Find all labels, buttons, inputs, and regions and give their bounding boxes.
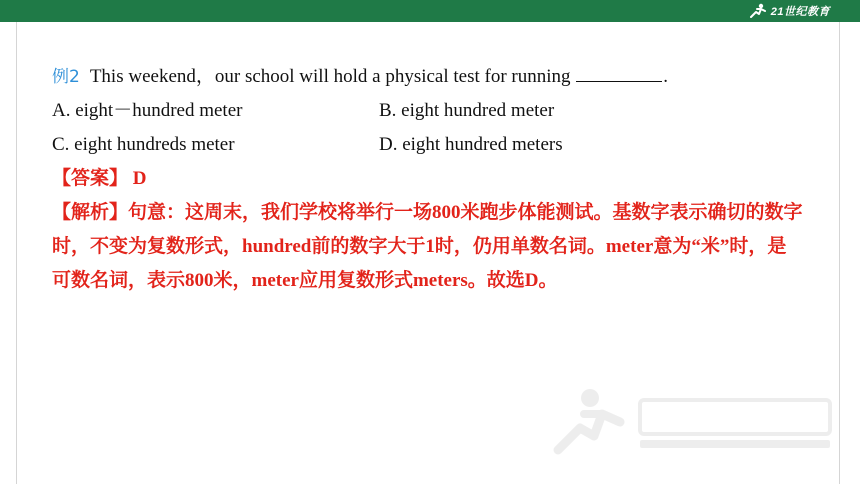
brand-logo [748,2,830,20]
exercise-content [52,60,812,298]
option-b: B. eight hundred meter [379,100,555,121]
answer-line [52,162,812,196]
answer-value: D [132,168,147,189]
example-label: 例2 [52,67,80,87]
question-text-before: This weekend，our school will hold a physical test for running [89,66,576,87]
option-c: C. eight hundreds meter [52,134,235,155]
options-row-1 [52,94,812,128]
analysis-text: 句意：这周末，我们学校将举行一场800米跑步体能测试。基数字表示确切的数字时，不变为复数形式，hundred前的数字大于1时，仍用单数名词。meter意为“米”时，是可数名词，表示800米，meter应用复数形式meters。故选D。 [52,202,803,291]
answer-label: 【答案】 [52,168,129,189]
analysis-label: 【解析】 [52,202,129,223]
brand-logo-text: 21世纪教育 [770,6,830,18]
option-d: D. eight hundred meters [379,134,563,155]
option-a: A. eight－hundred meter [52,100,243,121]
question-stem [52,60,812,94]
options-row-2 [52,128,812,162]
analysis-paragraph [52,196,804,298]
watermark-logo [550,380,840,460]
answer-blank [576,63,662,82]
question-text-after: . [663,66,669,87]
runner-icon [748,3,768,19]
top-header-bar [0,0,860,22]
